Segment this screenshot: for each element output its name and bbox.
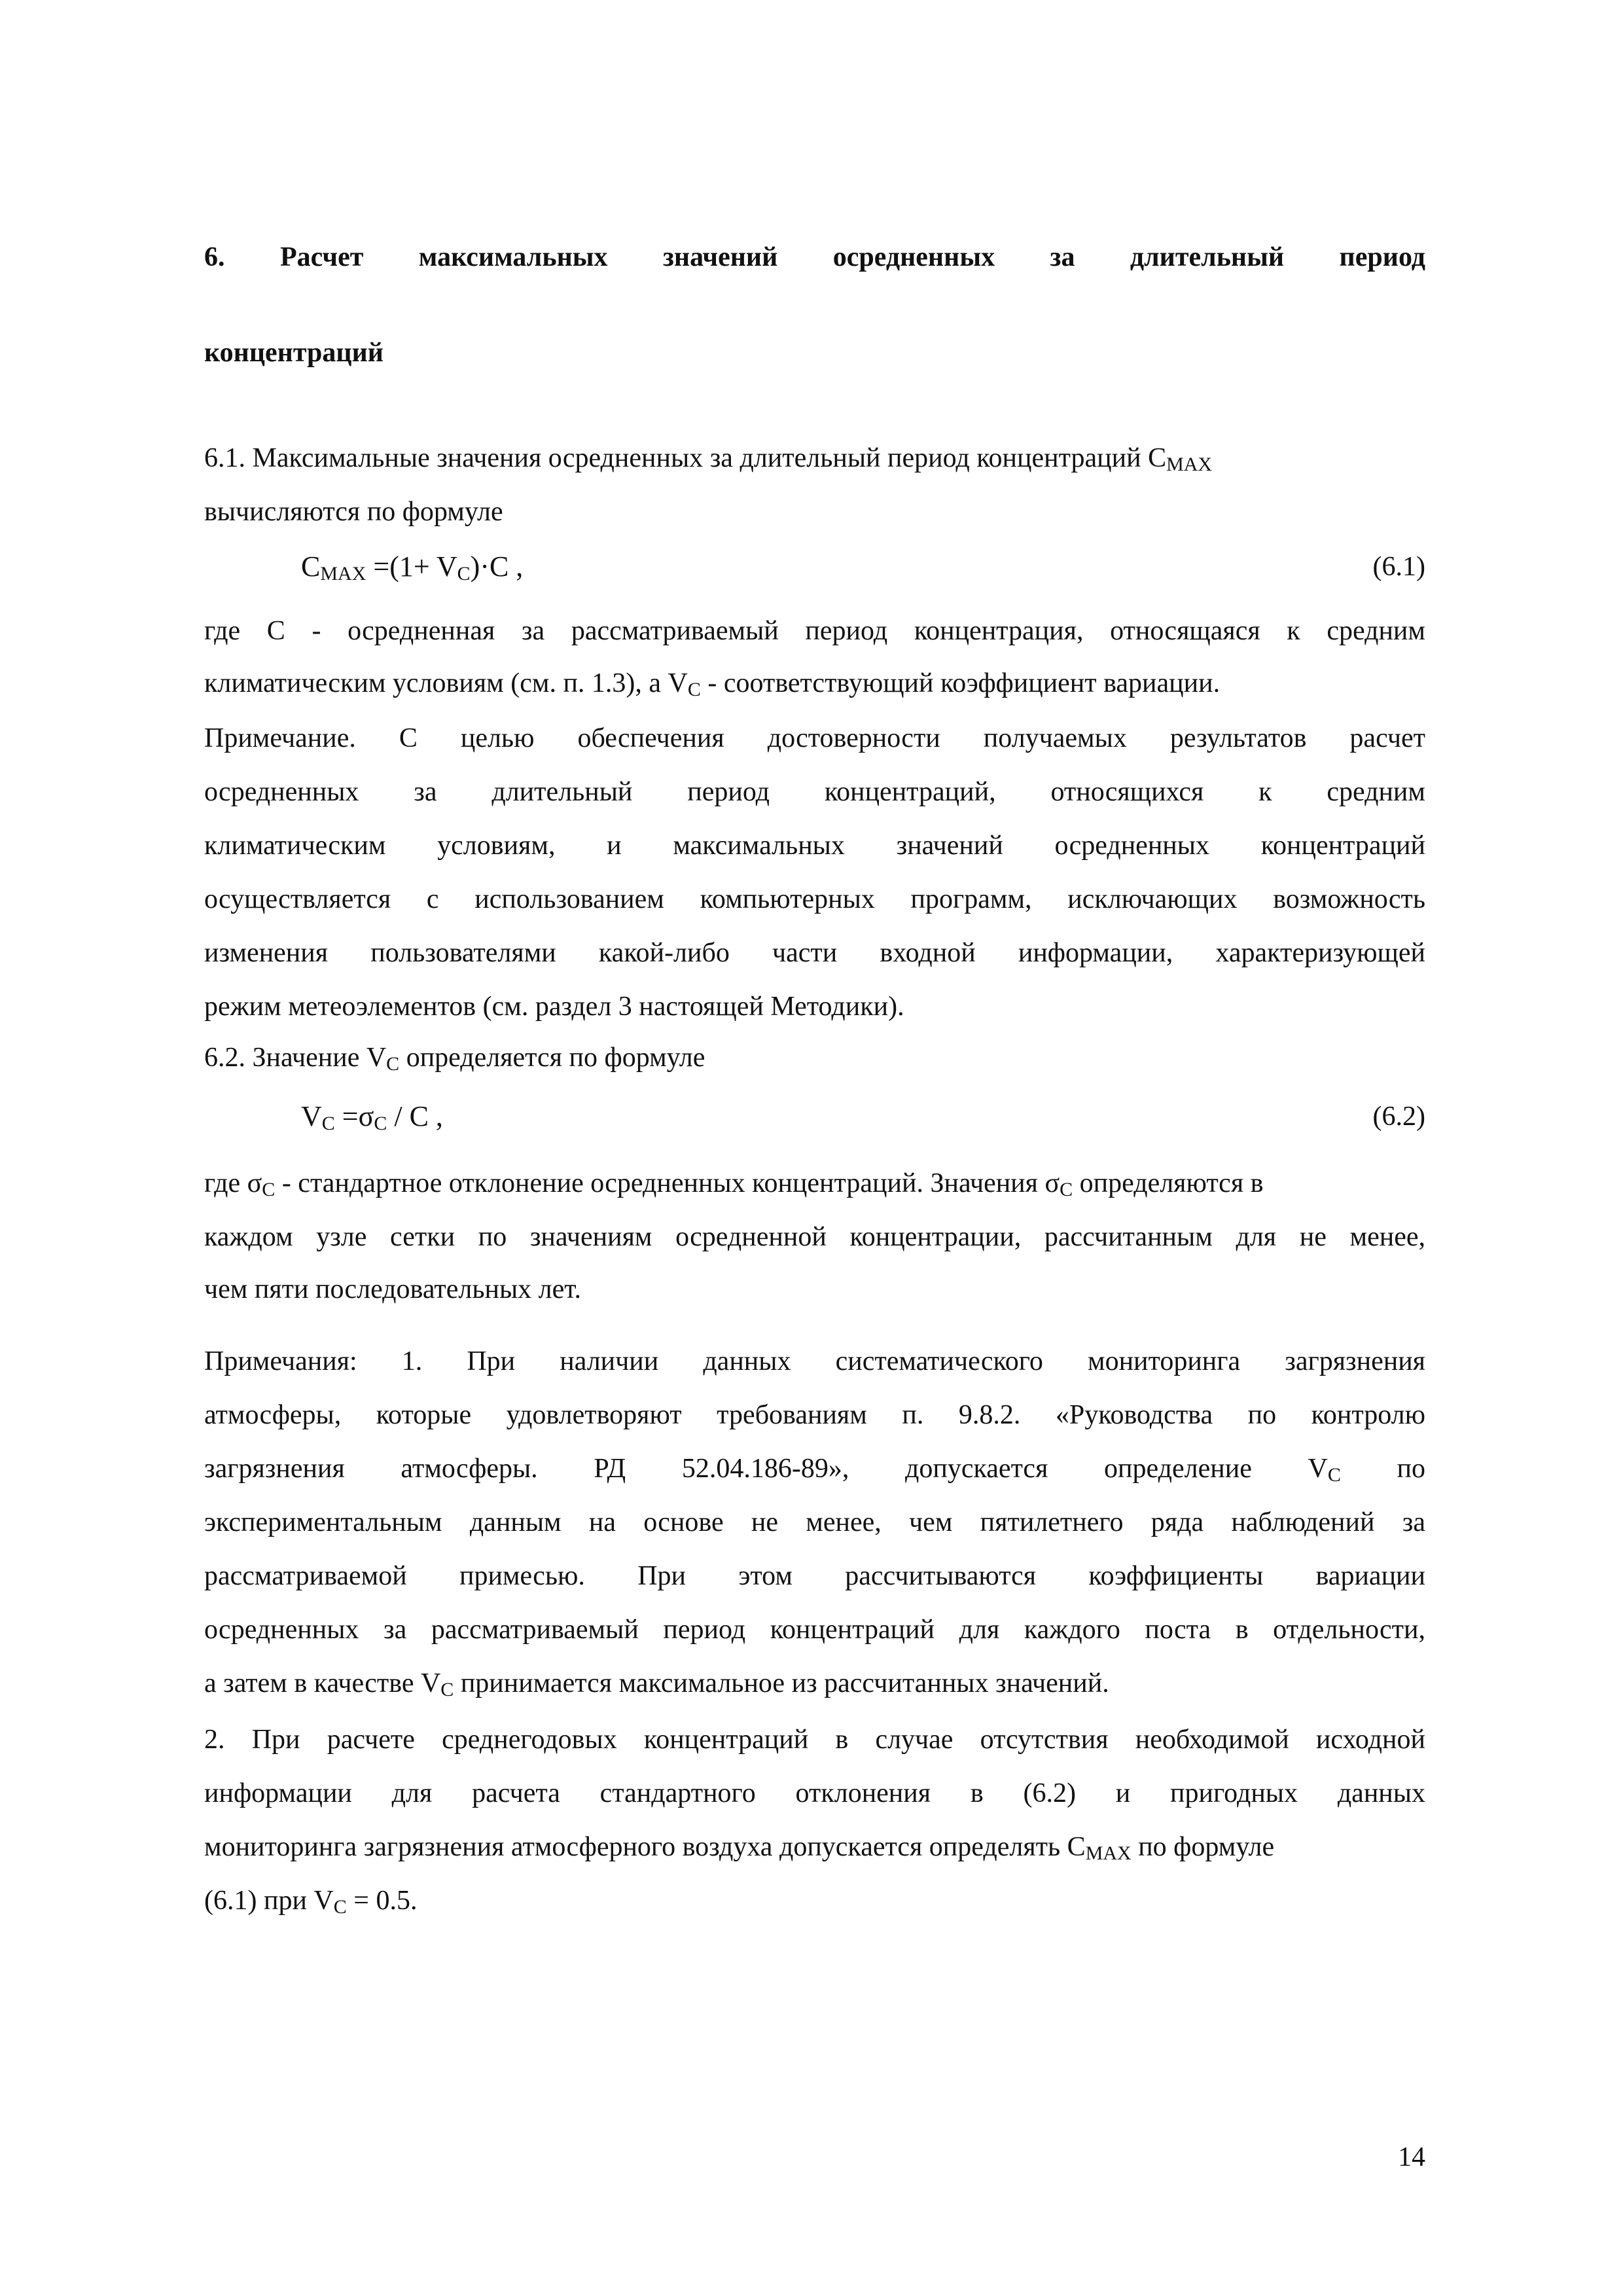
where2-line-2: каждом узле сетки по значениям осредненной концентрации, рассчитанным для не менее,: [204, 1222, 1425, 1252]
where2-line-3: чем пяти последовательных лет.: [204, 1274, 581, 1304]
formula-6-1: $C_{MAX} =(1+ V_C)\cdot C$ ,: [301, 550, 524, 584]
note-line-3: климатическим условиям, и максимальных значений осредненных концентраций: [204, 831, 1425, 861]
note2-line-5: рассматриваемой примесью. При этом рассчитываются коэффициенты вариации: [204, 1561, 1425, 1591]
paragraph-6-2: 6.2. Значение $V_C$ определяется по формуле: [204, 1043, 705, 1075]
note-line-5: изменения пользователями какой-либо части входной информации, характеризующей: [204, 938, 1425, 968]
where2-line-1: где $\sigma_C$ - стандартное отклонение осредненных концентраций. Значения $\sigma_C$ определяются в: [204, 1168, 1264, 1200]
paragraph-6-1-line-2: вычисляются по формуле: [204, 497, 503, 527]
note2-line-7: а затем в качестве $V_C$ принимается максимальное из рассчитанных значений.: [204, 1668, 1109, 1700]
note-line-6: режим метеоэлементов (см. раздел 3 настоящей Методики).: [204, 992, 904, 1022]
note-line-1: Примечание. С целью обеспечения достоверности получаемых результатов расчет: [204, 723, 1425, 753]
section-heading-line-1: 6. Расчет максимальных значений осредненных за длительный период: [204, 242, 1425, 272]
note-line-4: осуществляется с использованием компьютерных программ, исключающих возможность: [204, 884, 1425, 914]
section-heading-line-2: концентраций: [204, 338, 383, 368]
note2-line-6: осредненных за рассматриваемый период концентраций для каждого поста в отдельности,: [204, 1615, 1425, 1645]
equation-number-6-1: (6.1): [1372, 552, 1425, 582]
note2-line-3: загрязнения атмосферы. РД 52.04.186-89», допускается определение $V_C$ по: [204, 1454, 1426, 1486]
note3-line-2: информации для расчета стандартного отклонения в (6.2) и пригодных данных: [204, 1778, 1425, 1808]
equation-number-6-2: (6.2): [1372, 1102, 1425, 1132]
formula-6-2: $V_C =\sigma_C / C$ ,: [301, 1100, 443, 1134]
note2-line-4: экспериментальным данным на основе не менее, чем пятилетнего ряда наблюдений за: [204, 1507, 1425, 1537]
paragraph-6-1-line-1: 6.1. Максимальные значения осредненных за длительный период концентраций $C_{MAX}$: [204, 443, 1213, 475]
note2-line-2: атмосферы, которые удовлетворяют требованиям п. 9.8.2. «Руководства по контролю: [204, 1400, 1425, 1430]
where-text-line-2: климатическим условиям (см. п. 1.3), а $V_C$ - соответствующий коэффициент вариации.: [204, 668, 1221, 700]
note3-line-3: мониторинга загрязнения атмосферного воздуха допускается определять $C_{MAX}$ по формуле: [204, 1832, 1275, 1864]
page-number: 14: [1398, 2142, 1425, 2172]
where-text-line-1: где С - осредненная за рассматриваемый период концентрация, относящаяся к средним: [204, 616, 1425, 646]
note3-line-1: 2. При расчете среднегодовых концентраций в случае отсутствия необходимой исходной: [204, 1725, 1425, 1755]
note2-line-1: Примечания: 1. При наличии данных систематического мониторинга загрязнения: [204, 1346, 1425, 1376]
note3-line-4: (6.1) при $V_C = 0.5$.: [204, 1886, 418, 1918]
note-line-2: осредненных за длительный период концентраций, относящихся к средним: [204, 777, 1425, 807]
